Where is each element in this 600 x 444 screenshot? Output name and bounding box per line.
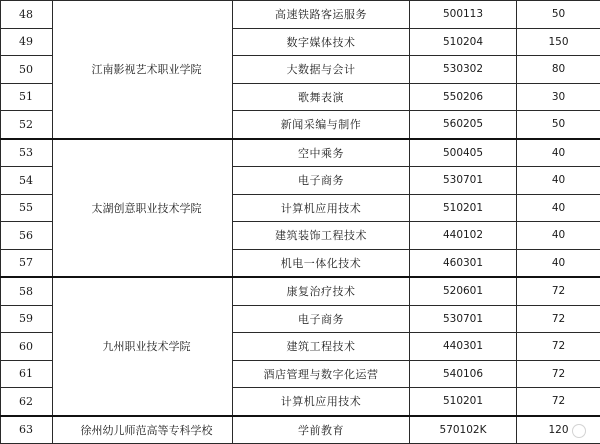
table-row xyxy=(1,277,600,305)
plan-count: 40 xyxy=(517,139,600,167)
major-code: 560205 xyxy=(410,111,517,139)
school-name: 江南影视艺术职业学院 xyxy=(53,1,233,139)
major-code: 460301 xyxy=(410,249,517,277)
school-name: 太湖创意职业技术学院 xyxy=(53,139,233,278)
major-name: 空中乘务 xyxy=(233,139,410,167)
row-number: 55 xyxy=(1,194,53,222)
major-code: 530701 xyxy=(410,167,517,195)
table-row xyxy=(1,416,600,444)
major-name: 学前教育 xyxy=(233,416,410,444)
plan-count: 72 xyxy=(517,388,600,416)
major-name: 电子商务 xyxy=(233,167,410,195)
major-name: 机电一体化技术 xyxy=(233,249,410,277)
major-name: 酒店管理与数字化运营 xyxy=(233,360,410,388)
major-code: 540106 xyxy=(410,360,517,388)
plan-count: 40 xyxy=(517,249,600,277)
row-number: 62 xyxy=(1,388,53,416)
row-number: 58 xyxy=(1,277,53,305)
row-number: 50 xyxy=(1,56,53,84)
row-number: 61 xyxy=(1,360,53,388)
plan-count: 40 xyxy=(517,222,600,250)
major-name: 数字媒体技术 xyxy=(233,28,410,56)
major-name: 建筑工程技术 xyxy=(233,333,410,361)
plan-count: 80 xyxy=(517,56,600,84)
plan-count: 72 xyxy=(517,277,600,305)
major-code: 500405 xyxy=(410,139,517,167)
major-name: 计算机应用技术 xyxy=(233,194,410,222)
major-code: 510204 xyxy=(410,28,517,56)
row-number: 48 xyxy=(1,1,53,29)
plan-count: 150 xyxy=(517,28,600,56)
plan-count: 30 xyxy=(517,83,600,111)
major-code: 510201 xyxy=(410,388,517,416)
row-number: 59 xyxy=(1,305,53,333)
plan-count: 72 xyxy=(517,360,600,388)
major-code: 520601 xyxy=(410,277,517,305)
major-name: 电子商务 xyxy=(233,305,410,333)
table-row xyxy=(1,1,600,29)
major-name: 建筑装饰工程技术 xyxy=(233,222,410,250)
row-number: 49 xyxy=(1,28,53,56)
major-code: 500113 xyxy=(410,1,517,29)
row-number: 51 xyxy=(1,83,53,111)
major-code: 530701 xyxy=(410,305,517,333)
major-code: 510201 xyxy=(410,194,517,222)
major-name: 大数据与会计 xyxy=(233,56,410,84)
row-number: 56 xyxy=(1,222,53,250)
major-code: 530302 xyxy=(410,56,517,84)
plan-count: 40 xyxy=(517,194,600,222)
major-name: 康复治疗技术 xyxy=(233,277,410,305)
school-name: 徐州幼儿师范高等专科学校 xyxy=(53,416,233,444)
row-number: 63 xyxy=(1,416,53,444)
major-code: 570102K xyxy=(410,416,517,444)
row-number: 53 xyxy=(1,139,53,167)
plan-count: 120 xyxy=(517,416,600,444)
major-code: 440102 xyxy=(410,222,517,250)
major-name: 计算机应用技术 xyxy=(233,388,410,416)
major-code: 550206 xyxy=(410,83,517,111)
plan-count: 72 xyxy=(517,305,600,333)
row-number: 60 xyxy=(1,333,53,361)
school-name: 九州职业技术学院 xyxy=(53,277,233,416)
plan-count: 40 xyxy=(517,167,600,195)
plan-count: 50 xyxy=(517,1,600,29)
row-number: 54 xyxy=(1,167,53,195)
plan-count: 50 xyxy=(517,111,600,139)
major-name: 歌舞表演 xyxy=(233,83,410,111)
major-code: 440301 xyxy=(410,333,517,361)
row-number: 57 xyxy=(1,249,53,277)
row-number: 52 xyxy=(1,111,53,139)
major-name: 新闻采编与制作 xyxy=(233,111,410,139)
table-row xyxy=(1,139,600,167)
major-name: 高速铁路客运服务 xyxy=(233,1,410,29)
plan-count: 72 xyxy=(517,333,600,361)
